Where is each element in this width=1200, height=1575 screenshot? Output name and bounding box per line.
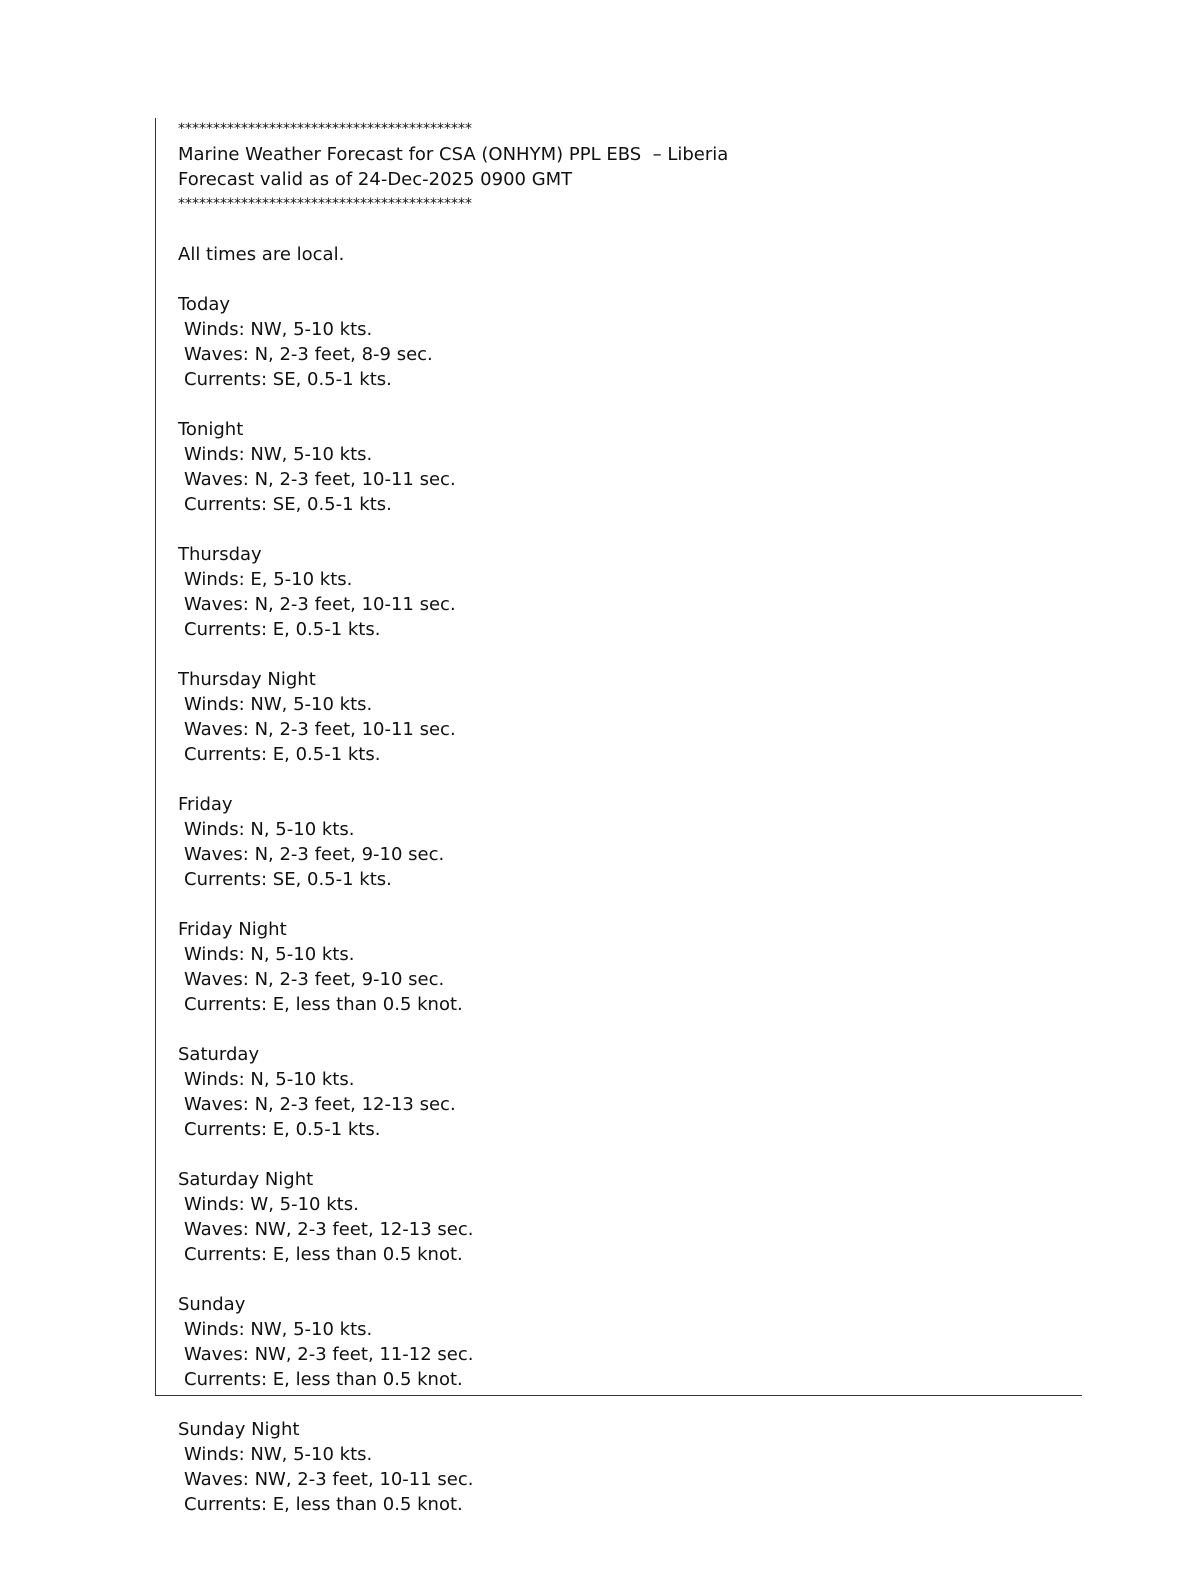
- waves-line: Waves: NW, 2-3 feet, 10-11 sec.: [184, 1469, 474, 1490]
- winds-line: Winds: E, 5-10 kts.: [184, 569, 353, 590]
- currents-line: Currents: SE, 0.5-1 kts.: [184, 869, 392, 890]
- currents-line: Currents: SE, 0.5-1 kts.: [184, 369, 392, 390]
- period-sunday: [178, 1292, 1058, 1392]
- time-note: All times are local.: [178, 244, 345, 265]
- winds-line: Winds: NW, 5-10 kts.: [184, 444, 373, 465]
- period-name: Friday Night: [178, 919, 287, 940]
- period-name: Friday: [178, 794, 233, 815]
- currents-line: Currents: E, less than 0.5 knot.: [184, 1494, 463, 1515]
- period-name: Thursday Night: [178, 669, 316, 690]
- winds-line: Winds: W, 5-10 kts.: [184, 1194, 359, 1215]
- period-today: [178, 292, 1058, 392]
- period-saturday: [178, 1042, 1058, 1142]
- forecast-document: [178, 117, 1058, 1517]
- period-friday-night: [178, 917, 1058, 1017]
- winds-line: Winds: NW, 5-10 kts.: [184, 319, 373, 340]
- period-sunday-night: [178, 1417, 1058, 1517]
- waves-line: Waves: N, 2-3 feet, 10-11 sec.: [184, 594, 456, 615]
- period-thursday: [178, 542, 1058, 642]
- waves-line: Waves: N, 2-3 feet, 9-10 sec.: [184, 969, 445, 990]
- winds-line: Winds: NW, 5-10 kts.: [184, 694, 373, 715]
- forecast-valid-time: Forecast valid as of 24-Dec-2025 0900 GMT: [178, 169, 573, 190]
- waves-line: Waves: N, 2-3 feet, 10-11 sec.: [184, 719, 456, 740]
- period-name: Saturday: [178, 1044, 260, 1065]
- currents-line: Currents: E, less than 0.5 knot.: [184, 994, 463, 1015]
- currents-line: Currents: E, 0.5-1 kts.: [184, 619, 381, 640]
- period-name: Sunday: [178, 1294, 246, 1315]
- waves-line: Waves: N, 2-3 feet, 12-13 sec.: [184, 1094, 456, 1115]
- currents-line: Currents: E, 0.5-1 kts.: [184, 744, 381, 765]
- winds-line: Winds: NW, 5-10 kts.: [184, 1444, 373, 1465]
- period-tonight: [178, 417, 1058, 517]
- period-name: Thursday: [178, 544, 262, 565]
- period-name: Sunday Night: [178, 1419, 300, 1440]
- period-name: Tonight: [178, 419, 244, 440]
- period-name: Saturday Night: [178, 1169, 314, 1190]
- winds-line: Winds: N, 5-10 kts.: [184, 1069, 355, 1090]
- currents-line: Currents: SE, 0.5-1 kts.: [184, 494, 392, 515]
- waves-line: Waves: N, 2-3 feet, 8-9 sec.: [184, 344, 433, 365]
- winds-line: Winds: N, 5-10 kts.: [184, 819, 355, 840]
- currents-line: Currents: E, less than 0.5 knot.: [184, 1244, 463, 1265]
- forecast-title: Marine Weather Forecast for CSA (ONHYM) PPL EBS – Liberia: [178, 144, 729, 165]
- currents-line: Currents: E, 0.5-1 kts.: [184, 1119, 381, 1140]
- period-name: Today: [178, 294, 231, 315]
- header-stars-top: ******************************************: [178, 121, 472, 137]
- frame-left-rule: [155, 118, 156, 1396]
- waves-line: Waves: NW, 2-3 feet, 12-13 sec.: [184, 1219, 474, 1240]
- header-stars-bottom: ******************************************: [178, 196, 472, 212]
- waves-line: Waves: N, 2-3 feet, 10-11 sec.: [184, 469, 456, 490]
- period-saturday-night: [178, 1167, 1058, 1267]
- waves-line: Waves: NW, 2-3 feet, 11-12 sec.: [184, 1344, 474, 1365]
- winds-line: Winds: NW, 5-10 kts.: [184, 1319, 373, 1340]
- winds-line: Winds: N, 5-10 kts.: [184, 944, 355, 965]
- currents-line: Currents: E, less than 0.5 knot.: [184, 1369, 463, 1390]
- period-thursday-night: [178, 667, 1058, 767]
- waves-line: Waves: N, 2-3 feet, 9-10 sec.: [184, 844, 445, 865]
- period-friday: [178, 792, 1058, 892]
